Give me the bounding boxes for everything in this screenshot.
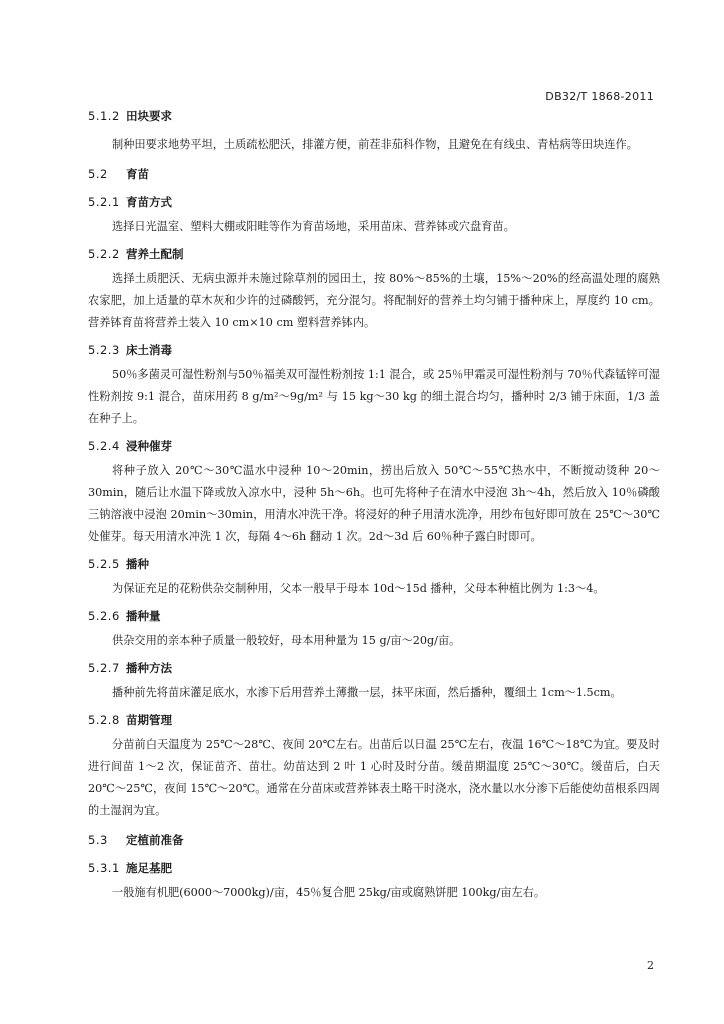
section-heading — [88, 832, 660, 848]
section-heading — [88, 438, 660, 454]
section-paragraph: 播种前先将苗床灌足底水，水渗下后用营养土薄撒一层，抹平床面，然后播种，覆细土 1cm～1.5cm。 — [112, 686, 622, 699]
section-heading — [88, 608, 660, 624]
section-number: 5.2.7 — [88, 661, 120, 675]
section-paragraph: 制种田要求地势平坦，土质疏松肥沃，排灌方便，前茬非茄科作物，且避免在有线虫、青枯病等田块连作。 — [112, 138, 638, 151]
section-title: 育苗方式 — [126, 195, 172, 209]
section-heading — [88, 108, 660, 124]
section-heading — [88, 660, 660, 676]
section-heading — [88, 860, 660, 876]
section-title: 播种方法 — [126, 661, 172, 675]
section-title: 播种 — [126, 557, 149, 571]
section-number: 5.2.3 — [88, 343, 120, 357]
section-number: 5.2.2 — [88, 247, 120, 261]
section-paragraph: 一般施有机肥(6000～7000kg)/亩，45％复合肥 25kg/亩或腐熟饼肥 100kg/亩左右。 — [112, 886, 546, 899]
section-heading — [88, 246, 660, 262]
document-body — [88, 108, 660, 904]
page-number: 2 — [647, 959, 654, 972]
section-title: 营养土配制 — [126, 247, 184, 261]
section-number: 5.1.2 — [88, 109, 120, 123]
section-paragraph: 为保证充足的花粉供杂交制种用，父本一般早于母本 10d～15d 播种，父母本种植比例为 1:3～4。 — [112, 582, 605, 595]
section-paragraph: 将种子放入 20℃～30℃温水中浸种 10～20min，捞出后放入 50℃～55℃热水中，不断搅动烫种 20～30min，随后让水温下降或放入凉水中，浸种 5h～6h。也可先将种子在清水中浸泡 3h～4h，然后放入 10％磷酸三钠溶液中浸泡 20min～30min，用清水冲洗干净。将浸好的种子用清水洗净，用纱布包好即可放在 25℃～30℃处催芽。每天用清水冲洗 1 次，每隔 4～6h 翻动 1 次。2d～3d 后 60％种子露白时即可。 — [88, 464, 660, 543]
section-heading — [88, 712, 660, 728]
section-number: 5.2.6 — [88, 609, 120, 623]
section-number: 5.2.4 — [88, 439, 120, 453]
section-number: 5.2.8 — [88, 713, 120, 727]
section-heading — [88, 556, 660, 572]
section-title: 苗期管理 — [126, 713, 172, 727]
section-number: 5.2.5 — [88, 557, 120, 571]
section-number: 5.2.1 — [88, 195, 120, 209]
section-paragraph: 供杂交用的亲本种子质量一般较好，母本用种量为 15 g/亩～20g/亩。 — [112, 634, 461, 647]
section-number: 5.3.1 — [88, 861, 120, 875]
section-heading — [88, 166, 660, 182]
section-title: 播种量 — [126, 609, 161, 623]
section-heading — [88, 342, 660, 358]
standard-code: DB32/T 1868-2011 — [545, 90, 654, 103]
section-paragraph: 分苗前白天温度为 25℃～28℃、夜间 20℃左右。出苗后以日温 25℃左右，夜温 16℃～18℃为宜。要及时进行间苗 1～2 次，保证苗齐、苗壮。幼苗达到 2 叶 1 心时及时分苗。缓苗期温度 25℃～30℃。缓苗后，白天 20℃～25℃，夜间 15℃～20℃。通常在分苗床或营养钵表土略干时浇水，浇水量以水分渗下后能使幼苗根系四周的土湿润为宜。 — [88, 738, 660, 817]
section-number: 5.2 — [88, 167, 108, 181]
section-title: 浸种催芽 — [126, 439, 172, 453]
section-heading — [88, 194, 660, 210]
section-paragraph: 选择日光温室、塑料大棚或阳畦等作为育苗场地，采用苗床、营养钵或穴盘育苗。 — [112, 220, 515, 233]
section-title: 田块要求 — [126, 109, 172, 123]
section-title: 床土消毒 — [126, 343, 172, 357]
section-title: 施足基肥 — [126, 861, 172, 875]
section-paragraph: 50％多菌灵可湿性粉剂与50％福美双可湿性粉剂按 1:1 混合，或 25％甲霜灵可湿性粉剂与 70％代森锰锌可湿性粉剂按 9:1 混合，苗床用药 8 g/m²～9g/m² 与 15 kg～30 kg 的细土混合均匀，播种时 2/3 铺于床面，1/3 盖在种子上。 — [88, 368, 660, 425]
section-title: 定植前准备 — [126, 833, 184, 847]
section-number: 5.3 — [88, 833, 108, 847]
section-title: 育苗 — [126, 167, 149, 181]
section-paragraph: 选择土质肥沃、无病虫源并未施过除草剂的园田土，按 80%～85%的土壤，15%～20%的经高温处理的腐熟农家肥，加上适量的草木灰和少许的过磷酸钙，充分混匀。将配制好的营养土均匀铺于播种床上，厚度约 10 cm。营养钵育苗将营养土装入 10 cm×10 cm 塑料营养钵内。 — [88, 272, 660, 329]
